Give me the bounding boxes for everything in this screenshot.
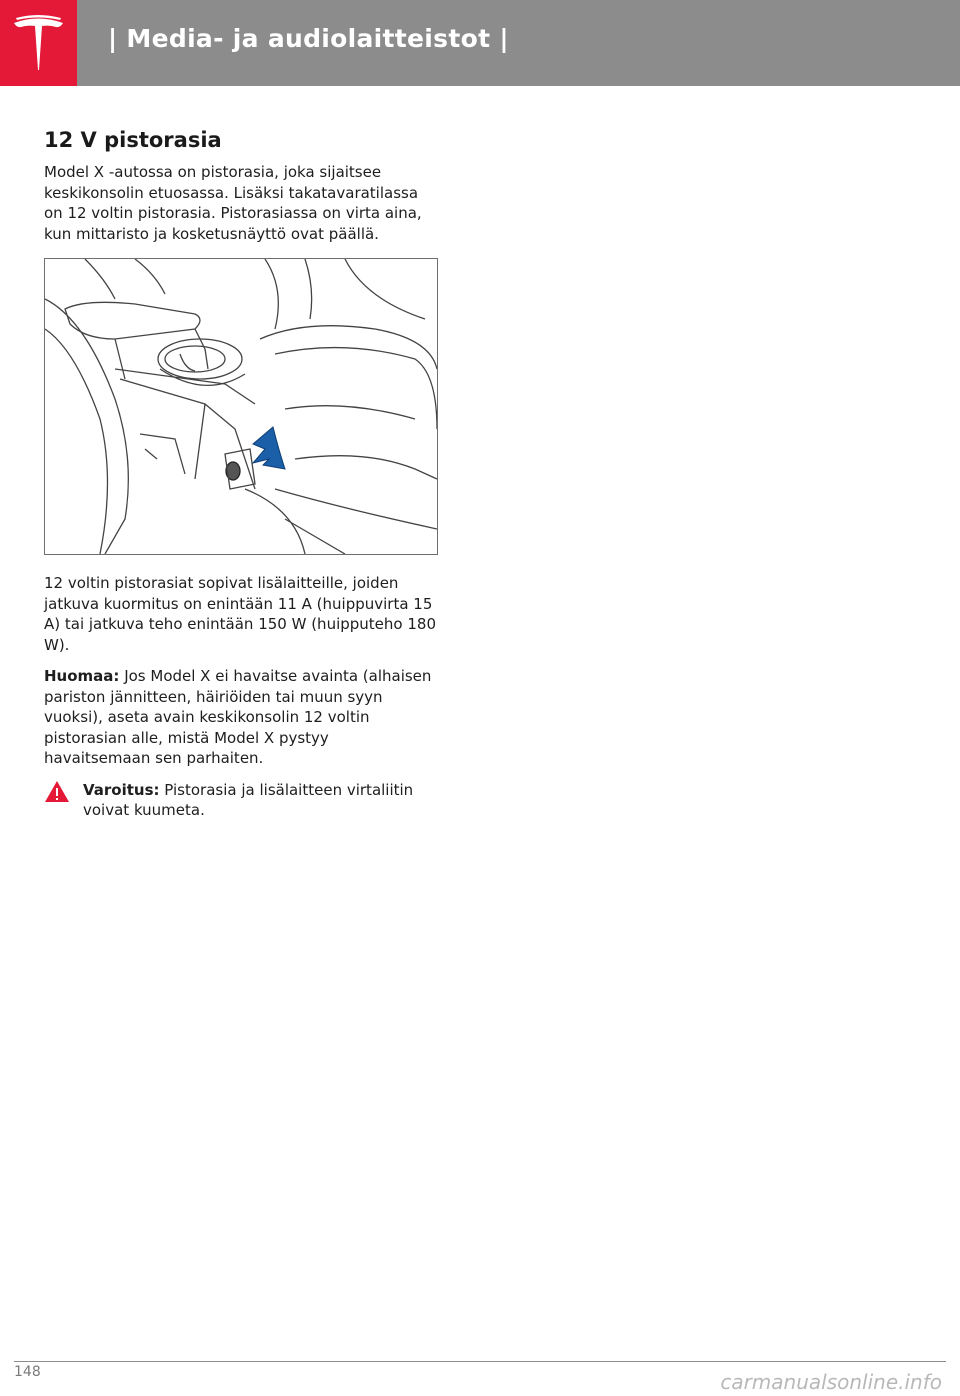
warning-label: Varoitus:	[83, 780, 160, 799]
tesla-logo-icon	[12, 14, 65, 72]
page-title: | Media- ja audiolaitteistot |	[108, 24, 509, 53]
page-number: 148	[14, 1364, 41, 1380]
main-content	[44, 128, 438, 832]
note-label: Huomaa:	[44, 667, 120, 685]
watermark: carmanualsonline.info	[720, 1370, 942, 1394]
intro-paragraph: Model X -autossa on pistorasia, joka sijaitsee keskikonsolin etuosassa. Lisäksi takatavaratilassa on 12 voltin pistorasia. Pistorasiassa on virta aina, kun mittaristo ja kosketusnäyttö ovat päällä.	[44, 163, 422, 243]
brand-logo-box	[0, 0, 77, 86]
page-header	[0, 0, 960, 86]
spec-paragraph: 12 voltin pistorasiat sopivat lisälaitteille, joiden jatkuva kuormitus on enintään 11 A (huippuvirta 15 A) tai jatkuva teho enintään 150 W (huipputeho 180 W).	[44, 574, 436, 654]
warning-triangle-icon	[44, 780, 70, 803]
console-illustration	[44, 258, 438, 555]
warning-paragraph	[44, 780, 438, 821]
blue-arrow-icon	[253, 427, 285, 469]
note-paragraph	[44, 666, 438, 769]
warning-text: Pistorasia ja lisälaitteen virtaliitin voivat kuumeta.	[83, 780, 414, 819]
section-title: 12 V pistorasia	[44, 128, 222, 152]
footer-divider	[14, 1361, 946, 1362]
note-text: Jos Model X ei havaitse avainta (alhaisen pariston jännitteen, häiriöiden tai muun syyn vuoksi), aseta avain keskikonsolin 12 voltin pistorasian alle, mistä Model X pystyy havaitsemaan sen parhaiten.	[44, 667, 432, 767]
